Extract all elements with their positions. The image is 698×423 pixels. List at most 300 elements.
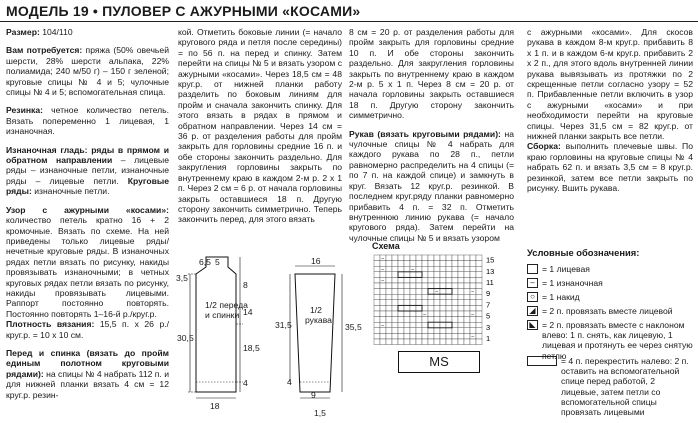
chart-cell <box>392 261 398 267</box>
chart-cell <box>440 339 446 345</box>
chart-cell <box>476 305 482 311</box>
chart-cell <box>452 339 458 345</box>
dim-label: 4 <box>243 378 248 388</box>
paragraph: Перед и спинка (вязать до пройм единым полотном круговыми рядами): на спицы № 4 набрать 112 п. и для нижней планки вязать 4 см = 12 круг.р. резин- <box>6 347 169 400</box>
chart-cell <box>404 283 410 289</box>
chart-cell <box>386 305 392 311</box>
chart-cell <box>392 339 398 345</box>
chart-row-label: 11 <box>486 278 494 287</box>
chart-cell <box>464 272 470 278</box>
chart-cell <box>452 311 458 317</box>
chart-cell <box>392 266 398 272</box>
stitch-chart <box>372 253 522 349</box>
chart-cell <box>398 305 404 311</box>
chart-cell <box>440 266 446 272</box>
chart-cell <box>464 339 470 345</box>
dim-label: 6,5 <box>199 257 211 267</box>
sleeve-label-2: рукава <box>305 315 332 325</box>
chart-cell <box>428 328 434 334</box>
chart-cell <box>452 300 458 306</box>
text-column-2 <box>178 27 342 225</box>
chart-row-label: 7 <box>486 300 491 310</box>
chart-cell <box>434 300 440 306</box>
chart-cell <box>434 311 440 317</box>
chart-cell <box>374 333 380 339</box>
chart-cell <box>452 322 458 328</box>
chart-cell <box>458 283 464 289</box>
chart-cell <box>446 277 452 283</box>
purl-mark: – <box>381 255 384 262</box>
paragraph: Размер: 104/110 <box>6 27 73 37</box>
chart-cell <box>410 261 416 267</box>
chart-cell <box>464 266 470 272</box>
dim-label: 5 <box>215 257 220 267</box>
chart-cell <box>470 266 476 272</box>
chart-cell <box>410 294 416 300</box>
chart-cell <box>404 300 410 306</box>
page-title: МОДЕЛЬ 19 • ПУЛОВЕР С АЖУРНЫМИ «КОСАМИ» <box>6 3 361 19</box>
chart-cell <box>428 266 434 272</box>
chart-cell <box>476 300 482 306</box>
chart-cell <box>476 311 482 317</box>
chart-cell <box>392 305 398 311</box>
chart-cell <box>416 317 422 323</box>
chart-cell <box>458 294 464 300</box>
chart-cell <box>422 322 428 328</box>
chart-cell <box>458 266 464 272</box>
chart-cell <box>398 339 404 345</box>
chart-cell <box>422 339 428 345</box>
chart-cell <box>476 317 482 323</box>
chart-cell <box>398 261 404 267</box>
chart-cell <box>476 277 482 283</box>
chart-cell <box>392 328 398 334</box>
chart-cell <box>440 294 446 300</box>
chart-cell <box>452 294 458 300</box>
chart-cell <box>440 311 446 317</box>
chart-cell <box>374 277 380 283</box>
purl-mark: – <box>381 322 384 329</box>
chart-cell <box>398 328 404 334</box>
chart-cell <box>428 294 434 300</box>
chart-cell <box>470 261 476 267</box>
chart-cell <box>404 317 410 323</box>
legend-text: = 4 п. перекрестить налево: 2 п. оставить на вспомогательной спице перед работой, 2 лицевые, затем петли со вспомогательной спицы провязать лицевыми <box>561 356 689 418</box>
chart-cells <box>374 255 482 345</box>
chart-cell <box>386 328 392 334</box>
chart-row-label: 5 <box>486 311 491 321</box>
chart-cell <box>410 277 416 283</box>
chart-cell <box>476 266 482 272</box>
chart-cell <box>392 277 398 283</box>
chart-cell <box>446 272 452 278</box>
chart-cell <box>404 277 410 283</box>
legend-text: = 2 п. провязать вместе с наклоном влево: 1 п. снять, как лицевую, 1 лицевая и протянуть ее через снятую петлю <box>542 320 693 361</box>
paragraph: Вам потребуется: пряжа (50% овечьей шерсти, 28% шерсти альпака, 22% полиамида; 240 м/50 г) – 150 г зеленой; круговые спицы № 4 и 5; чулочные спицы № 4 и 5; вспомогательная спица. <box>6 45 169 98</box>
purl-mark: – <box>381 266 384 273</box>
chart-cell <box>398 300 404 306</box>
chart-cell <box>410 328 416 334</box>
chart-cell <box>440 328 446 334</box>
legend-symbol-icon <box>527 356 557 366</box>
chart-cell <box>428 272 434 278</box>
dim-label: 18,5 <box>243 343 260 353</box>
chart-cell <box>434 328 440 334</box>
chart-cell <box>440 322 446 328</box>
chart-cell <box>434 322 440 328</box>
chart-cell <box>464 261 470 267</box>
chart-cell <box>374 294 380 300</box>
chart-cell <box>386 322 392 328</box>
chart-cell <box>464 317 470 323</box>
chart-cell <box>392 255 398 261</box>
chart-cell <box>428 322 434 328</box>
legend-symbol-icon <box>527 264 538 274</box>
chart-cell <box>464 322 470 328</box>
chart-cell <box>470 305 476 311</box>
chart-cell <box>374 322 380 328</box>
chart-cell <box>374 283 380 289</box>
chart-cell <box>476 294 482 300</box>
chart-cell <box>470 255 476 261</box>
chart-cell <box>458 322 464 328</box>
dim-label: 18 <box>210 401 220 411</box>
chart-cell <box>470 277 476 283</box>
chart-cell <box>446 294 452 300</box>
chart-cell <box>386 289 392 295</box>
chart-cell <box>446 311 452 317</box>
chart-cell <box>386 266 392 272</box>
chart-row-label: 3 <box>486 322 491 332</box>
chart-cell <box>386 333 392 339</box>
chart-cell <box>458 311 464 317</box>
chart-cell <box>434 305 440 311</box>
chart-cell <box>416 266 422 272</box>
chart-cell <box>458 317 464 323</box>
purl-mark: – <box>471 334 474 340</box>
chart-cell <box>374 305 380 311</box>
sleeve-label: 1/2 <box>310 305 322 315</box>
chart-cell <box>476 339 482 345</box>
chart-row-label: 13 <box>486 266 495 276</box>
chart-cell <box>422 289 428 295</box>
chart-cell <box>386 277 392 283</box>
chart-cell <box>398 266 404 272</box>
chart-cell <box>404 339 410 345</box>
chart-cell <box>452 266 458 272</box>
chart-cell <box>410 300 416 306</box>
legend-text: = 1 изнаночная <box>542 278 603 288</box>
chart-cell <box>464 333 470 339</box>
chart-cell <box>452 333 458 339</box>
chart-cell <box>434 333 440 339</box>
chart-cell <box>476 283 482 289</box>
chart-cell <box>410 311 416 317</box>
chart-cell <box>416 328 422 334</box>
chart-cell <box>398 289 404 295</box>
chart-cell <box>404 294 410 300</box>
chart-cell <box>374 339 380 345</box>
chart-cell <box>398 277 404 283</box>
chart-cell <box>458 339 464 345</box>
chart-cell <box>428 305 434 311</box>
chart-cell <box>470 283 476 289</box>
chart-cell <box>446 261 452 267</box>
chart-cell <box>434 339 440 345</box>
chart-cell <box>434 261 440 267</box>
chart-cell <box>446 305 452 311</box>
chart-cell <box>404 305 410 311</box>
chart-cell <box>470 272 476 278</box>
chart-cell <box>374 266 380 272</box>
chart-cell <box>422 300 428 306</box>
chart-cell <box>446 322 452 328</box>
text-column-4 <box>527 27 693 194</box>
chart-cell <box>392 283 398 289</box>
chart-cell <box>380 311 386 317</box>
chart-cell <box>404 289 410 295</box>
chart-cell <box>422 272 428 278</box>
chart-cell <box>410 283 416 289</box>
chart-cell <box>374 261 380 267</box>
chart-cell <box>398 283 404 289</box>
chart-cell <box>392 311 398 317</box>
chart-cell <box>398 333 404 339</box>
front-back-label: 1/2 переда <box>205 300 248 310</box>
chart-cell <box>404 328 410 334</box>
purl-mark: – <box>471 311 474 318</box>
chart-cell <box>476 272 482 278</box>
chart-cell <box>416 339 422 345</box>
chart-cell <box>440 255 446 261</box>
chart-cell <box>476 261 482 267</box>
paragraph: Сборка: выполнить плечевые швы. По краю горловины на круговые спицы № 4 набрать 62 п. и вязать 3,5 см = 8 круг.р. резинкой, затем все петли закрыть по рисунку. Вшить рукава. <box>527 141 693 194</box>
chart-cell <box>380 300 386 306</box>
chart-cell <box>398 317 404 323</box>
chart-cell <box>428 339 434 345</box>
chart-cell <box>428 289 434 295</box>
chart-cell <box>422 266 428 272</box>
purl-mark: – <box>381 278 384 284</box>
chart-cell <box>416 272 422 278</box>
chart-cell <box>446 317 452 323</box>
chart-cell <box>446 328 452 334</box>
legend-symbol-icon: ○ <box>527 292 538 302</box>
dim-label: 9 <box>311 390 316 400</box>
chart-cell <box>386 272 392 278</box>
chart-cell <box>452 277 458 283</box>
chart-cell <box>404 311 410 317</box>
chart-cell <box>464 294 470 300</box>
dim-label: 14 <box>243 307 253 317</box>
chart-cell <box>452 328 458 334</box>
chart-cell <box>452 317 458 323</box>
legend-text: = 1 лицевая <box>542 264 590 274</box>
chart-cell <box>422 283 428 289</box>
dim-label: 31,5 <box>275 320 292 330</box>
chart-cell <box>434 283 440 289</box>
chart-cell <box>380 305 386 311</box>
text-column-1 <box>6 27 169 400</box>
chart-cell <box>422 294 428 300</box>
chart-row-label: 9 <box>486 289 491 299</box>
chart-cell <box>386 300 392 306</box>
chart-cell <box>464 255 470 261</box>
chart-cell <box>440 283 446 289</box>
legend-text: = 1 накид <box>542 292 580 302</box>
chart-cell <box>452 305 458 311</box>
chart-cell <box>470 328 476 334</box>
chart-row-label: 1 <box>486 334 491 343</box>
chart-cell <box>464 283 470 289</box>
chart-cell <box>416 289 422 295</box>
chart-cell <box>422 255 428 261</box>
chart-cell <box>404 333 410 339</box>
paragraph: 8 см = 20 р. от разделения работы для пройм закрыть для горловины средние 10 п. И обе стороны закончить раздельно. Для закругления горловины закрыть по внутреннему краю в каждом 2-м р. 5 х 1 п. Через 8 см = 20 р. от начала горловины закрыть оставшиеся 18 п. Другую сторону закончить симметрично. <box>349 27 514 121</box>
chart-cell <box>422 277 428 283</box>
chart-cell <box>398 294 404 300</box>
chart-cell <box>410 305 416 311</box>
chart-cell <box>416 311 422 317</box>
chart-cell <box>410 339 416 345</box>
chart-cell <box>446 339 452 345</box>
chart-cell <box>398 311 404 317</box>
chart-cell <box>380 317 386 323</box>
chart-cell <box>380 289 386 295</box>
chart-cell <box>458 333 464 339</box>
dim-label: 8 <box>243 280 248 290</box>
paragraph: кой. Отметить боковые линии (= начало кругового ряда и петля после середины) = по 56 п. на перед и спинку. Затем перейти на спицы № 5 и вязать узором с ажурными «косами». Через 18,5 см = 48 круг.р. от нижней планки работу разделить по боковым линиям для пройм и сначала закончить спинку. Для этого вязать в рядах в прямом и обратном направлении. Через 14 см = 36 р. от разделения работы для пройм закрыть для горловины средние 16 п. и обе стороны закончить раздельно. Для закругления горловины закрыть по внутреннему краю в каждом 2-м р. 2 х 1 п. Через 2 см = 6 р. от начала горловины закрыть оставшиеся 18 п. Другую сторону закончить симметрично. Теперь закончить перед, для этого вязать <box>178 27 342 225</box>
chart-cell <box>386 317 392 323</box>
chart-cell <box>446 333 452 339</box>
chart-cell <box>416 277 422 283</box>
chart-cell <box>428 283 434 289</box>
purl-mark: – <box>471 289 474 296</box>
chart-cell <box>464 300 470 306</box>
paragraph: Узор с ажурными «косами»: количество петель кратно 16 + 2 кромочные. Вязать по схеме. На ней приведены только лицевые ряды/нечетные круговые ряды. В изнаночных рядах петли вязать по рисунку, накиды провязывать изнаночными; в четных круговых рядах петли вязать по рисунку, накиды провязывать лицевыми. Раппорт постоянно повторять. Постоянно повторять 1–16-й р./круг.р. <box>6 204 169 319</box>
chart-cell <box>374 272 380 278</box>
chart-cell <box>404 261 410 267</box>
chart-cell <box>434 266 440 272</box>
chart-cell <box>452 272 458 278</box>
chart-cell <box>404 272 410 278</box>
chart-cell <box>386 311 392 317</box>
chart-cell <box>452 283 458 289</box>
chart-cell <box>458 277 464 283</box>
chart-cell <box>392 272 398 278</box>
chart-cell <box>392 322 398 328</box>
chart-cell <box>452 261 458 267</box>
dim-label: 3,5 <box>176 273 188 283</box>
chart-cell <box>446 300 452 306</box>
legend-text: = 2 п. провязать вместе лицевой <box>542 306 673 316</box>
chart-cell <box>392 294 398 300</box>
chart-cell <box>416 305 422 311</box>
dim-label: 4 <box>287 377 292 387</box>
chart-cell <box>428 300 434 306</box>
chart-cell <box>434 317 440 323</box>
chart-cell <box>404 266 410 272</box>
chart-cell <box>374 300 380 306</box>
ms-label-box: MS <box>398 351 480 373</box>
chart-cell <box>404 322 410 328</box>
chart-cell <box>410 255 416 261</box>
front-back-label-2: и спинки <box>205 310 240 320</box>
chart-cell <box>440 289 446 295</box>
purl-mark: – <box>435 289 438 296</box>
chart-cell <box>464 328 470 334</box>
chart-cell <box>374 255 380 261</box>
chart-cell <box>428 333 434 339</box>
chart-cell <box>380 294 386 300</box>
dim-label: 35,5 <box>345 322 362 332</box>
chart-cell <box>392 333 398 339</box>
chart-cell <box>440 261 446 267</box>
legend-symbol-icon: – <box>527 278 538 288</box>
chart-cell <box>392 317 398 323</box>
chart-cell <box>446 255 452 261</box>
chart-cell <box>470 322 476 328</box>
paragraph: с ажурными «косами». Для скосов рукава в каждом 8-м круг.р. прибавить 8 х 1 п. и в каждом 6-м круг.р. прибавить 2 х 2 п., для этого вдоль внутренней линии рукава вывязывать из протяжки по 2 скрещенные петли согласно узору = 52 п. Прибавленные петли включить в узор с ажурными «косами» и при необходимости перейти на круговые спицы. Через 31,5 см = 82 круг.р. от нижней планки закрыть все петли. <box>527 27 693 142</box>
chart-cell <box>440 272 446 278</box>
chart-cell <box>458 272 464 278</box>
chart-cell <box>422 305 428 311</box>
chart-title: Схема <box>372 241 400 251</box>
legend-symbol-icon: ◣ <box>527 320 538 330</box>
chart-cell <box>458 328 464 334</box>
chart-cell <box>464 305 470 311</box>
chart-cell <box>374 311 380 317</box>
chart-cell <box>464 289 470 295</box>
chart-cell <box>440 300 446 306</box>
chart-cell <box>458 255 464 261</box>
chart-cell <box>422 261 428 267</box>
chart-cell <box>416 322 422 328</box>
chart-cell <box>374 289 380 295</box>
chart-cell <box>374 328 380 334</box>
dim-label: 1,5 <box>314 408 326 418</box>
legend-title: Условные обозначения: <box>527 247 640 258</box>
dim-label: 30,5 <box>177 333 194 343</box>
chart-row-label: 15 <box>486 255 495 265</box>
page-header <box>0 0 698 22</box>
chart-cell <box>380 333 386 339</box>
chart-cell <box>458 289 464 295</box>
chart-cell <box>428 255 434 261</box>
legend-symbol-icon: ◢ <box>527 306 538 316</box>
chart-cell <box>464 311 470 317</box>
chart-cell <box>428 261 434 267</box>
chart-cell <box>428 277 434 283</box>
chart-cell <box>392 289 398 295</box>
paragraph: Плотность вязания: 15,5 п. х 26 р./круг.р. = 10 х 10 см. <box>6 319 169 340</box>
chart-cell <box>410 333 416 339</box>
chart-cell <box>398 255 404 261</box>
chart-cell <box>410 317 416 323</box>
chart-cell <box>458 300 464 306</box>
purl-mark: – <box>411 266 414 273</box>
chart-cell <box>380 339 386 345</box>
chart-cell <box>476 255 482 261</box>
chart-cell <box>392 300 398 306</box>
chart-cell <box>458 261 464 267</box>
chart-cell <box>446 289 452 295</box>
chart-cell <box>452 289 458 295</box>
chart-cell <box>428 311 434 317</box>
chart-cell <box>398 272 404 278</box>
chart-cell <box>416 300 422 306</box>
chart-cell <box>398 322 404 328</box>
